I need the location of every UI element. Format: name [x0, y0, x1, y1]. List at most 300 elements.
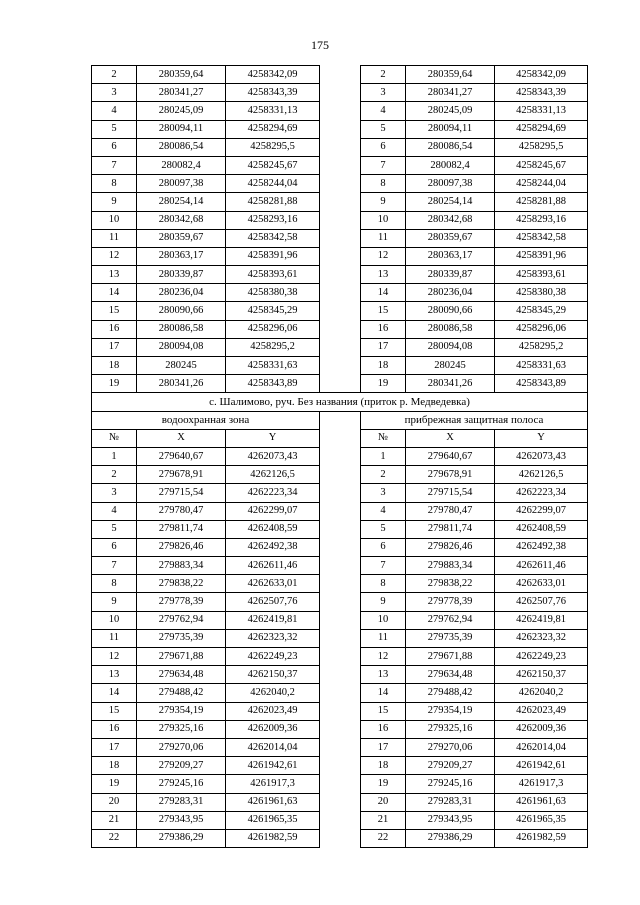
point-number-cell: 10: [92, 211, 137, 229]
table-row: [92, 811, 588, 829]
point-number-cell: 19: [92, 775, 137, 793]
column-gap: [320, 811, 361, 829]
x-coordinate-cell: 280236,04: [137, 284, 226, 302]
y-coordinate-cell: 4258245,67: [495, 156, 588, 174]
point-number-cell: 12: [92, 648, 137, 666]
column-gap: [320, 320, 361, 338]
point-number-cell: 14: [92, 684, 137, 702]
point-number-cell: 22: [361, 829, 406, 847]
x-coordinate-cell: 280245,09: [137, 102, 226, 120]
point-number-cell: 12: [361, 247, 406, 265]
section-title: с. Шалимово, руч. Без названия (приток р. Медведевка): [92, 393, 588, 411]
table-row: [92, 156, 588, 174]
point-number-cell: 8: [92, 175, 137, 193]
point-number-cell: 9: [92, 593, 137, 611]
point-number-cell: 16: [361, 320, 406, 338]
point-number-cell: 17: [92, 338, 137, 356]
point-number-cell: 7: [92, 156, 137, 174]
table-row: [92, 66, 588, 84]
x-coordinate-cell: 280094,08: [406, 338, 495, 356]
point-number-cell: 12: [361, 648, 406, 666]
point-number-cell: 3: [361, 84, 406, 102]
table-row: [92, 375, 588, 393]
y-coordinate-cell: 4262009,36: [495, 720, 588, 738]
table-row: [92, 611, 588, 629]
y-coordinate-cell: 4261965,35: [226, 811, 320, 829]
y-coordinate-cell: 4261965,35: [495, 811, 588, 829]
x-coordinate-cell: 279762,94: [137, 611, 226, 629]
x-coordinate-cell: 280254,14: [137, 193, 226, 211]
coordinates-table: [91, 65, 588, 848]
y-coordinate-cell: 4258244,04: [495, 175, 588, 193]
column-gap: [320, 138, 361, 156]
point-number-cell: 15: [361, 302, 406, 320]
x-coordinate-cell: 280254,14: [406, 193, 495, 211]
column-gap: [320, 338, 361, 356]
num-header: №: [361, 429, 406, 447]
x-coordinate-cell: 280342,68: [406, 211, 495, 229]
column-gap: [320, 793, 361, 811]
y-coordinate-cell: 4262014,04: [495, 738, 588, 756]
point-number-cell: 5: [92, 520, 137, 538]
point-number-cell: 11: [92, 229, 137, 247]
x-coordinate-cell: 280363,17: [406, 247, 495, 265]
column-gap: [320, 502, 361, 520]
column-gap: [320, 484, 361, 502]
point-number-cell: 7: [92, 557, 137, 575]
column-gap: [320, 538, 361, 556]
point-number-cell: 11: [361, 629, 406, 647]
column-gap: [320, 757, 361, 775]
y-coordinate-cell: 4262299,07: [226, 502, 320, 520]
y-header: Y: [495, 429, 588, 447]
y-coordinate-cell: 4258380,38: [495, 284, 588, 302]
point-number-cell: 10: [361, 611, 406, 629]
table-row: [92, 720, 588, 738]
point-number-cell: 19: [92, 375, 137, 393]
x-coordinate-cell: 279354,19: [137, 702, 226, 720]
x-coordinate-cell: 279762,94: [406, 611, 495, 629]
y-coordinate-cell: 4261942,61: [495, 757, 588, 775]
y-coordinate-cell: 4262419,81: [495, 611, 588, 629]
x-coordinate-cell: 280097,38: [406, 175, 495, 193]
point-number-cell: 18: [92, 757, 137, 775]
table-row: [92, 502, 588, 520]
y-coordinate-cell: 4262633,01: [495, 575, 588, 593]
point-number-cell: 5: [361, 120, 406, 138]
x-coordinate-cell: 280086,54: [406, 138, 495, 156]
column-gap: [320, 375, 361, 393]
point-number-cell: 18: [361, 757, 406, 775]
point-number-cell: 7: [361, 557, 406, 575]
x-coordinate-cell: 280086,54: [137, 138, 226, 156]
y-coordinate-cell: 4258295,5: [226, 138, 320, 156]
y-coordinate-cell: 4262408,59: [495, 520, 588, 538]
point-number-cell: 4: [92, 102, 137, 120]
y-header: Y: [226, 429, 320, 447]
table-row: [92, 666, 588, 684]
x-coordinate-cell: 279634,48: [137, 666, 226, 684]
x-coordinate-cell: 280341,27: [406, 84, 495, 102]
y-coordinate-cell: 4262023,49: [495, 702, 588, 720]
column-gap: [320, 102, 361, 120]
x-coordinate-cell: 279245,16: [137, 775, 226, 793]
x-coordinate-cell: 279640,67: [406, 447, 495, 465]
point-number-cell: 10: [92, 611, 137, 629]
x-coordinate-cell: 279671,88: [137, 648, 226, 666]
y-coordinate-cell: 4258391,96: [226, 247, 320, 265]
y-coordinate-cell: 4258380,38: [226, 284, 320, 302]
y-coordinate-cell: 4258296,06: [495, 320, 588, 338]
table-row: [92, 557, 588, 575]
point-number-cell: 6: [361, 138, 406, 156]
x-header: X: [137, 429, 226, 447]
y-coordinate-cell: 4261942,61: [226, 757, 320, 775]
point-number-cell: 6: [92, 538, 137, 556]
column-gap: [320, 284, 361, 302]
y-coordinate-cell: 4258293,16: [495, 211, 588, 229]
x-coordinate-cell: 279778,39: [137, 593, 226, 611]
y-coordinate-cell: 4258293,16: [226, 211, 320, 229]
y-coordinate-cell: 4258342,58: [226, 229, 320, 247]
y-coordinate-cell: 4262611,46: [495, 557, 588, 575]
point-number-cell: 22: [92, 829, 137, 847]
point-number-cell: 13: [361, 666, 406, 684]
point-number-cell: 11: [361, 229, 406, 247]
y-coordinate-cell: 4262073,43: [495, 447, 588, 465]
point-number-cell: 2: [92, 66, 137, 84]
table-row: [92, 102, 588, 120]
x-coordinate-cell: 280339,87: [406, 266, 495, 284]
column-gap: [320, 211, 361, 229]
point-number-cell: 6: [361, 538, 406, 556]
y-coordinate-cell: 4258295,5: [495, 138, 588, 156]
table-row: [92, 575, 588, 593]
column-gap: [320, 593, 361, 611]
column-gap: [320, 120, 361, 138]
y-coordinate-cell: 4258342,09: [226, 66, 320, 84]
point-number-cell: 15: [92, 702, 137, 720]
y-coordinate-cell: 4262150,37: [495, 666, 588, 684]
y-coordinate-cell: 4261982,59: [495, 829, 588, 847]
x-coordinate-cell: 280341,26: [406, 375, 495, 393]
y-coordinate-cell: 4262023,49: [226, 702, 320, 720]
y-coordinate-cell: 4258345,29: [226, 302, 320, 320]
y-coordinate-cell: 4261961,63: [226, 793, 320, 811]
x-coordinate-cell: 279715,54: [137, 484, 226, 502]
point-number-cell: 17: [361, 338, 406, 356]
x-coordinate-cell: 280094,11: [137, 120, 226, 138]
column-gap: [320, 829, 361, 847]
y-coordinate-cell: 4258331,13: [226, 102, 320, 120]
y-coordinate-cell: 4262249,23: [495, 648, 588, 666]
y-coordinate-cell: 4258245,67: [226, 156, 320, 174]
y-coordinate-cell: 4258294,69: [495, 120, 588, 138]
column-gap: [320, 193, 361, 211]
x-coordinate-cell: 280236,04: [406, 284, 495, 302]
point-number-cell: 2: [361, 466, 406, 484]
y-coordinate-cell: 4262040,2: [226, 684, 320, 702]
table-row: [92, 138, 588, 156]
point-number-cell: 4: [361, 102, 406, 120]
x-coordinate-cell: 279678,91: [137, 466, 226, 484]
point-number-cell: 15: [361, 702, 406, 720]
x-coordinate-cell: 279343,95: [406, 811, 495, 829]
column-gap: [320, 775, 361, 793]
y-coordinate-cell: 4258342,09: [495, 66, 588, 84]
x-coordinate-cell: 279883,34: [137, 557, 226, 575]
x-coordinate-cell: 280359,64: [137, 66, 226, 84]
y-coordinate-cell: 4258391,96: [495, 247, 588, 265]
point-number-cell: 4: [92, 502, 137, 520]
column-header-row: [92, 429, 588, 447]
y-coordinate-cell: 4262014,04: [226, 738, 320, 756]
x-coordinate-cell: 279283,31: [406, 793, 495, 811]
x-coordinate-cell: 279671,88: [406, 648, 495, 666]
point-number-cell: 3: [361, 484, 406, 502]
point-number-cell: 18: [92, 357, 137, 375]
column-gap: [320, 738, 361, 756]
left-zone-title: водоохранная зона: [92, 411, 320, 429]
y-coordinate-cell: 4262323,32: [495, 629, 588, 647]
table-row: [92, 684, 588, 702]
point-number-cell: 4: [361, 502, 406, 520]
y-coordinate-cell: 4258281,88: [226, 193, 320, 211]
y-coordinate-cell: 4258295,2: [495, 338, 588, 356]
x-coordinate-cell: 280245,09: [406, 102, 495, 120]
column-gap: [320, 266, 361, 284]
point-number-cell: 14: [361, 284, 406, 302]
x-coordinate-cell: 279735,39: [137, 629, 226, 647]
table-row: [92, 211, 588, 229]
table-row: [92, 520, 588, 538]
column-gap: [320, 720, 361, 738]
table-row: [92, 775, 588, 793]
y-coordinate-cell: 4258331,13: [495, 102, 588, 120]
x-coordinate-cell: 279715,54: [406, 484, 495, 502]
column-gap: [320, 684, 361, 702]
point-number-cell: 5: [92, 120, 137, 138]
point-number-cell: 10: [361, 211, 406, 229]
point-number-cell: 15: [92, 302, 137, 320]
y-coordinate-cell: 4261982,59: [226, 829, 320, 847]
point-number-cell: 1: [361, 447, 406, 465]
point-number-cell: 9: [361, 593, 406, 611]
point-number-cell: 12: [92, 247, 137, 265]
x-coordinate-cell: 279838,22: [406, 575, 495, 593]
x-coordinate-cell: 280359,67: [137, 229, 226, 247]
point-number-cell: 17: [92, 738, 137, 756]
table-row: [92, 648, 588, 666]
top-rows: [92, 66, 588, 393]
table-row: [92, 593, 588, 611]
table-row: [92, 538, 588, 556]
point-number-cell: 3: [92, 84, 137, 102]
y-coordinate-cell: 4258295,2: [226, 338, 320, 356]
y-coordinate-cell: 4258342,58: [495, 229, 588, 247]
x-coordinate-cell: 279811,74: [406, 520, 495, 538]
y-coordinate-cell: 4262299,07: [495, 502, 588, 520]
right-zone-title: прибрежная защитная полоса: [361, 411, 588, 429]
x-coordinate-cell: 280359,64: [406, 66, 495, 84]
point-number-cell: 11: [92, 629, 137, 647]
y-coordinate-cell: 4262009,36: [226, 720, 320, 738]
page-number: 175: [311, 38, 329, 52]
x-coordinate-cell: 280097,38: [137, 175, 226, 193]
x-coordinate-cell: 280082,4: [137, 156, 226, 174]
point-number-cell: 20: [361, 793, 406, 811]
y-coordinate-cell: 4262249,23: [226, 648, 320, 666]
column-gap: [320, 302, 361, 320]
y-coordinate-cell: 4262126,5: [226, 466, 320, 484]
table-row: [92, 357, 588, 375]
point-number-cell: 21: [361, 811, 406, 829]
column-gap: [320, 557, 361, 575]
y-coordinate-cell: 4258343,89: [495, 375, 588, 393]
y-coordinate-cell: 4258345,29: [495, 302, 588, 320]
y-coordinate-cell: 4258331,63: [226, 357, 320, 375]
x-coordinate-cell: 279678,91: [406, 466, 495, 484]
x-coordinate-cell: 279270,06: [137, 738, 226, 756]
table-row: [92, 702, 588, 720]
column-gap: [320, 648, 361, 666]
column-gap: [320, 466, 361, 484]
point-number-cell: 7: [361, 156, 406, 174]
y-coordinate-cell: 4258343,39: [226, 84, 320, 102]
column-gap: [320, 575, 361, 593]
x-coordinate-cell: 280359,67: [406, 229, 495, 247]
x-header: X: [406, 429, 495, 447]
column-gap: [320, 411, 361, 429]
x-coordinate-cell: 280339,87: [137, 266, 226, 284]
y-coordinate-cell: 4262126,5: [495, 466, 588, 484]
x-coordinate-cell: 279826,46: [137, 538, 226, 556]
x-coordinate-cell: 279245,16: [406, 775, 495, 793]
num-header: №: [92, 429, 137, 447]
table-row: [92, 302, 588, 320]
x-coordinate-cell: 280363,17: [137, 247, 226, 265]
point-number-cell: 20: [92, 793, 137, 811]
x-coordinate-cell: 279386,29: [137, 829, 226, 847]
point-number-cell: 1: [92, 447, 137, 465]
y-coordinate-cell: 4262323,32: [226, 629, 320, 647]
x-coordinate-cell: 279488,42: [137, 684, 226, 702]
x-coordinate-cell: 280082,4: [406, 156, 495, 174]
column-gap: [320, 84, 361, 102]
x-coordinate-cell: 279838,22: [137, 575, 226, 593]
point-number-cell: 8: [361, 575, 406, 593]
y-coordinate-cell: 4262633,01: [226, 575, 320, 593]
x-coordinate-cell: 279780,47: [137, 502, 226, 520]
table-row: [92, 175, 588, 193]
point-number-cell: 3: [92, 484, 137, 502]
x-coordinate-cell: 279209,27: [406, 757, 495, 775]
column-gap: [320, 66, 361, 84]
point-number-cell: 13: [92, 266, 137, 284]
table-row: [92, 793, 588, 811]
column-gap: [320, 247, 361, 265]
table-row: [92, 629, 588, 647]
x-coordinate-cell: 279325,16: [406, 720, 495, 738]
x-coordinate-cell: 279780,47: [406, 502, 495, 520]
y-coordinate-cell: 4258393,61: [495, 266, 588, 284]
x-coordinate-cell: 279634,48: [406, 666, 495, 684]
y-coordinate-cell: 4262040,2: [495, 684, 588, 702]
x-coordinate-cell: 279283,31: [137, 793, 226, 811]
y-coordinate-cell: 4258343,39: [495, 84, 588, 102]
table-row: [92, 829, 588, 847]
y-coordinate-cell: 4258296,06: [226, 320, 320, 338]
column-gap: [320, 175, 361, 193]
point-number-cell: 14: [92, 284, 137, 302]
y-coordinate-cell: 4258331,63: [495, 357, 588, 375]
x-coordinate-cell: 280086,58: [406, 320, 495, 338]
x-coordinate-cell: 280245: [137, 357, 226, 375]
point-number-cell: 16: [92, 320, 137, 338]
bottom-rows: [92, 447, 588, 847]
x-coordinate-cell: 280341,26: [137, 375, 226, 393]
point-number-cell: 16: [361, 720, 406, 738]
table-row: [92, 120, 588, 138]
point-number-cell: 6: [92, 138, 137, 156]
table-row: [92, 447, 588, 465]
table-row: [92, 757, 588, 775]
y-coordinate-cell: 4262223,34: [226, 484, 320, 502]
x-coordinate-cell: 279209,27: [137, 757, 226, 775]
column-gap: [320, 520, 361, 538]
y-coordinate-cell: 4262507,76: [495, 593, 588, 611]
column-gap: [320, 229, 361, 247]
x-coordinate-cell: 279386,29: [406, 829, 495, 847]
y-coordinate-cell: 4258393,61: [226, 266, 320, 284]
x-coordinate-cell: 279735,39: [406, 629, 495, 647]
x-coordinate-cell: 279883,34: [406, 557, 495, 575]
x-coordinate-cell: 280094,08: [137, 338, 226, 356]
x-coordinate-cell: 279826,46: [406, 538, 495, 556]
table-row: [92, 84, 588, 102]
x-coordinate-cell: 279343,95: [137, 811, 226, 829]
point-number-cell: 18: [361, 357, 406, 375]
y-coordinate-cell: 4262223,34: [495, 484, 588, 502]
table-row: [92, 320, 588, 338]
table-row: [92, 466, 588, 484]
table-row: [92, 738, 588, 756]
y-coordinate-cell: 4258343,89: [226, 375, 320, 393]
section-header: [92, 393, 588, 448]
x-coordinate-cell: 279270,06: [406, 738, 495, 756]
point-number-cell: 13: [361, 266, 406, 284]
point-number-cell: 5: [361, 520, 406, 538]
y-coordinate-cell: 4258281,88: [495, 193, 588, 211]
y-coordinate-cell: 4262408,59: [226, 520, 320, 538]
table-row: [92, 284, 588, 302]
column-gap: [320, 702, 361, 720]
x-coordinate-cell: 279811,74: [137, 520, 226, 538]
x-coordinate-cell: 279488,42: [406, 684, 495, 702]
point-number-cell: 2: [92, 466, 137, 484]
x-coordinate-cell: 279640,67: [137, 447, 226, 465]
x-coordinate-cell: 280341,27: [137, 84, 226, 102]
y-coordinate-cell: 4261917,3: [226, 775, 320, 793]
point-number-cell: 13: [92, 666, 137, 684]
column-gap: [320, 429, 361, 447]
x-coordinate-cell: 280245: [406, 357, 495, 375]
y-coordinate-cell: 4262492,38: [226, 538, 320, 556]
x-coordinate-cell: 279354,19: [406, 702, 495, 720]
column-gap: [320, 156, 361, 174]
y-coordinate-cell: 4258294,69: [226, 120, 320, 138]
x-coordinate-cell: 280086,58: [137, 320, 226, 338]
